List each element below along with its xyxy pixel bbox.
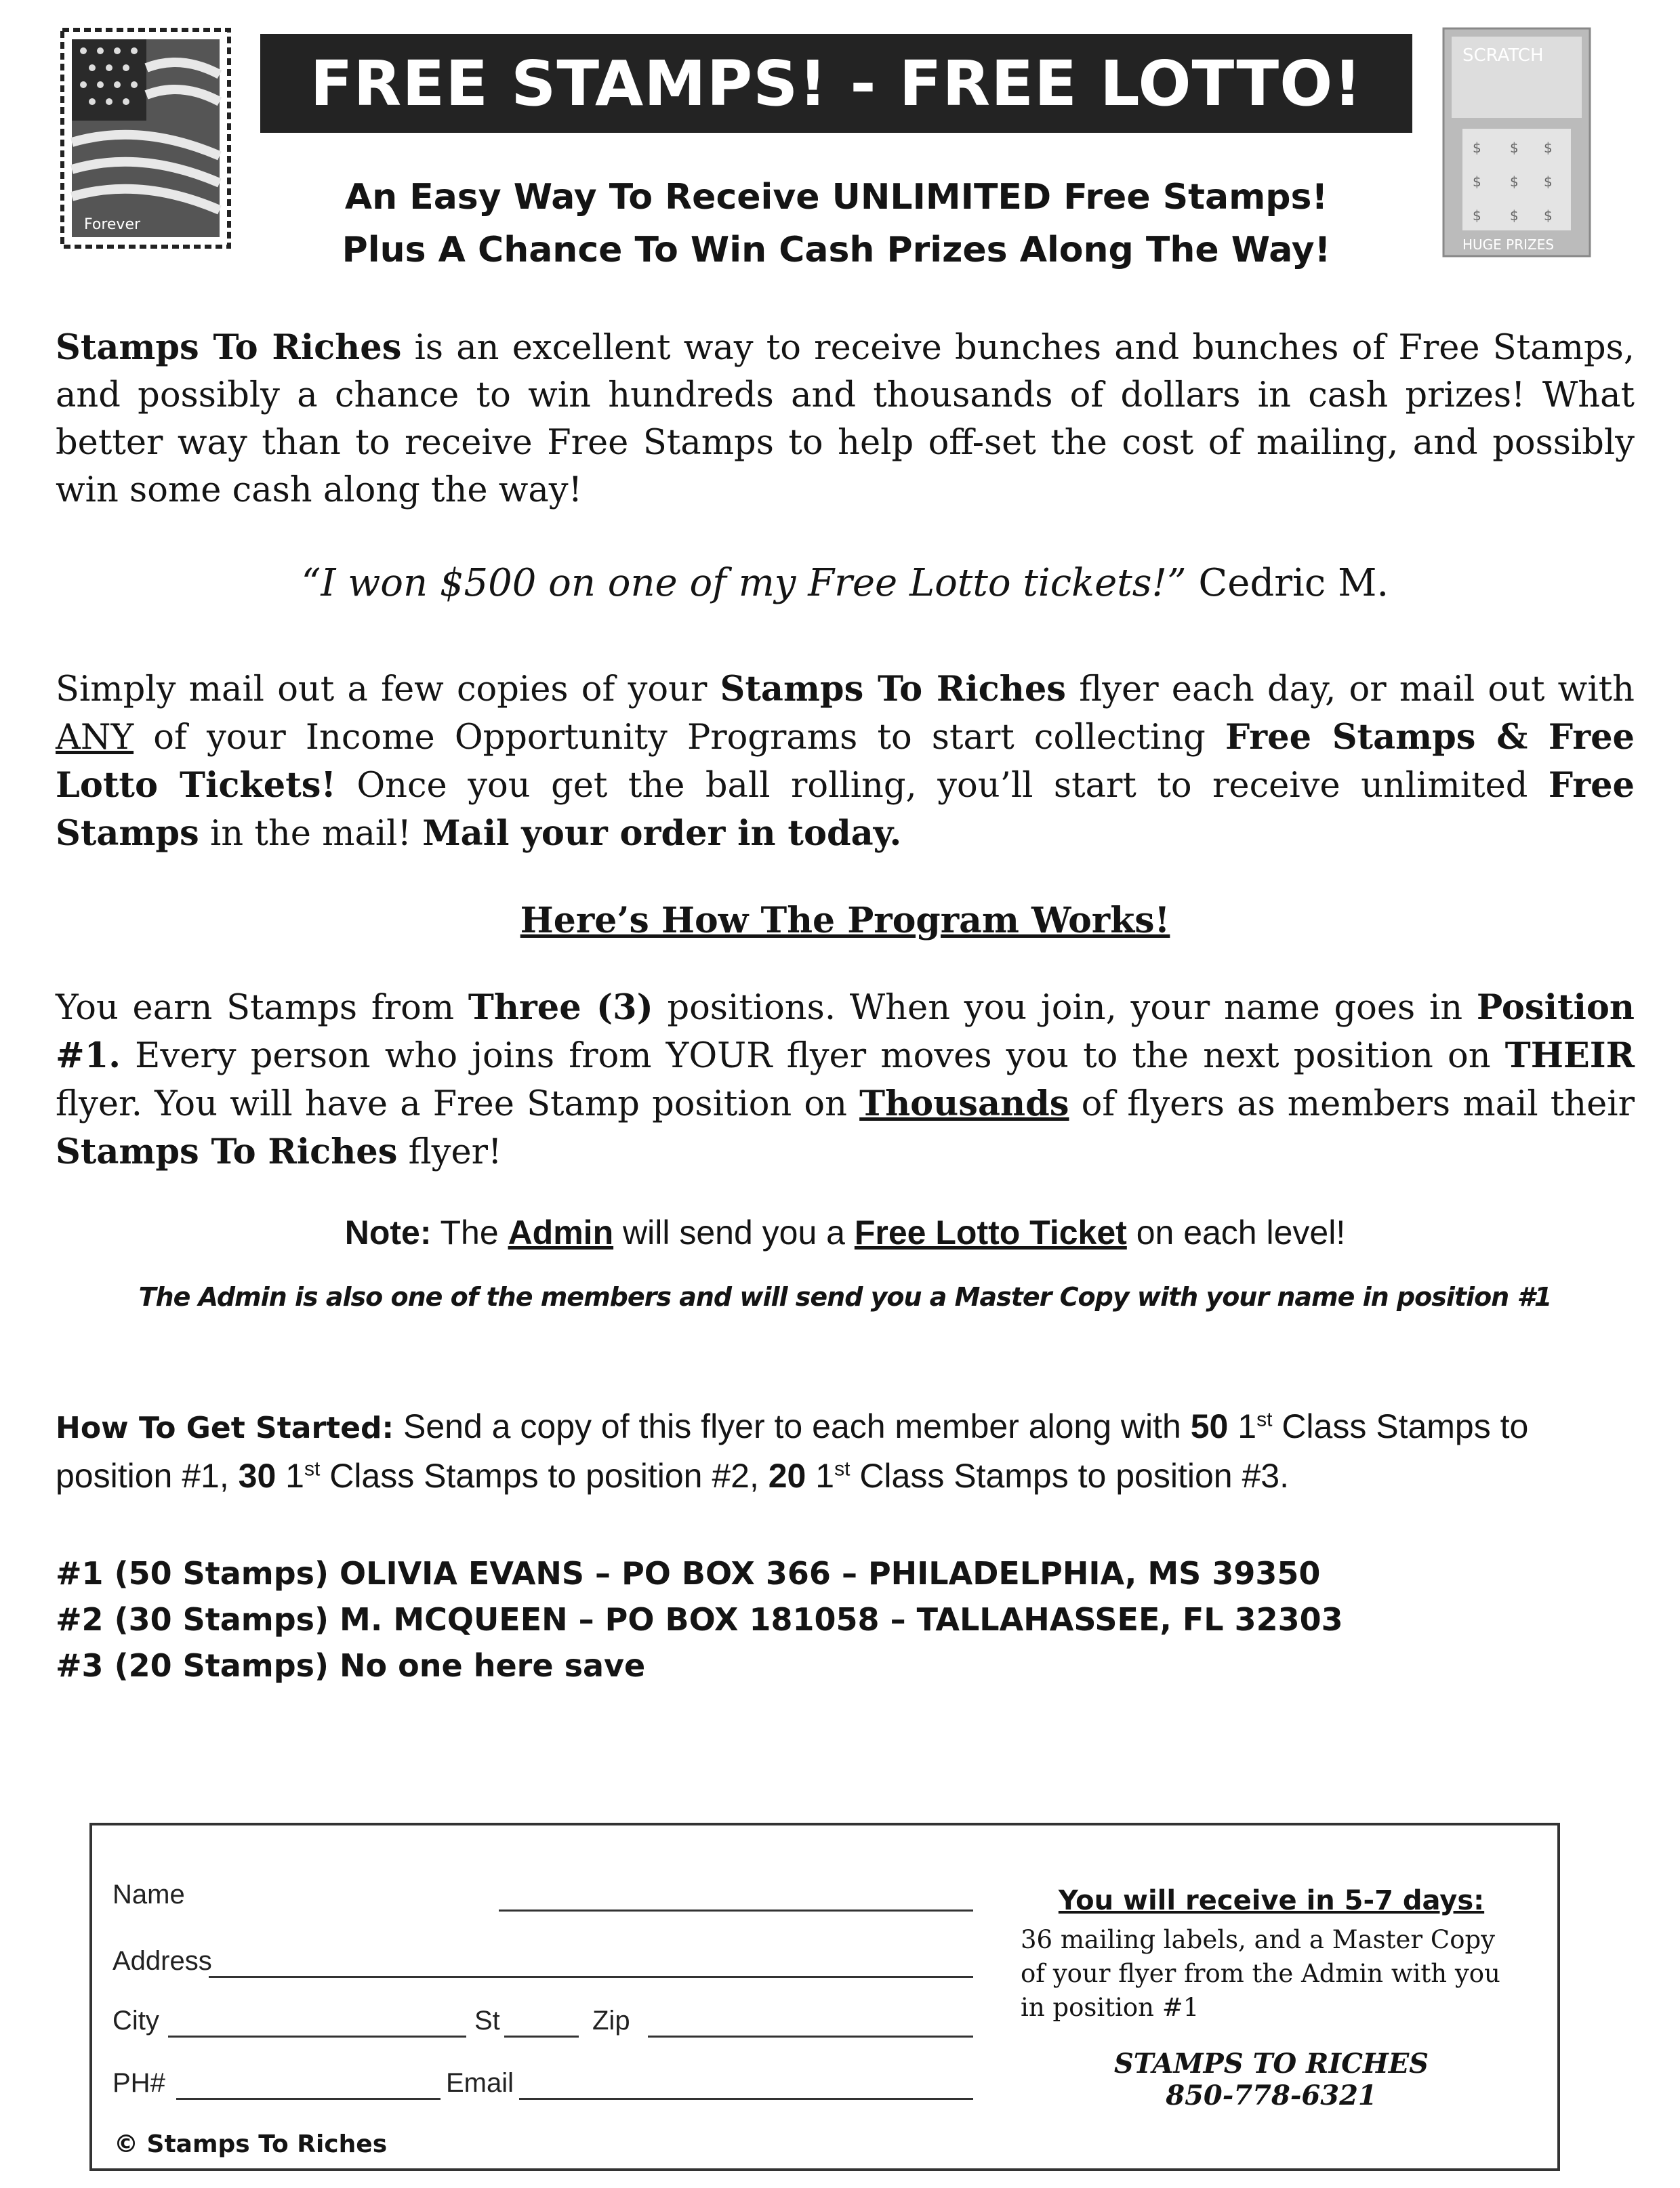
- svg-text:$: $: [1510, 173, 1519, 190]
- text-run: Every person who joins from YOUR flyer moves you to the next position on: [120, 1036, 1505, 1076]
- text-run: 1: [806, 1457, 835, 1495]
- zip-label: Zip: [592, 2006, 630, 2036]
- text-run: Send a copy of this flyer to each member along with: [394, 1407, 1191, 1445]
- text-run: You earn Stamps from: [56, 988, 468, 1028]
- city-field[interactable]: [168, 2036, 466, 2038]
- text-run: flyer each day, or mail out with: [1065, 669, 1635, 709]
- text-run: Class Stamps to position #2,: [320, 1457, 769, 1495]
- bold-run: Free Stamps: [56, 765, 1635, 854]
- svg-text:$: $: [1510, 207, 1519, 224]
- works-paragraph: [56, 984, 1635, 1176]
- state-field[interactable]: [504, 2036, 579, 2038]
- svg-text:$: $: [1544, 173, 1553, 190]
- text-run: in the mail!: [199, 814, 423, 854]
- position-3: #3 (20 Stamps) No one here save: [56, 1647, 646, 1684]
- bold-run: Stamps To Riches: [56, 1132, 398, 1172]
- position-2: #2 (30 Stamps) M. MCQUEEN – PO BOX 181058 – TALLAHASSEE, FL 32303: [56, 1601, 1343, 1638]
- note-label: Note:: [344, 1214, 432, 1252]
- section-heading: Here’s How The Program Works!: [520, 900, 1170, 941]
- svg-text:$: $: [1510, 140, 1519, 156]
- intro-text: is an excellent way to receive bunches and bunches of Free Stamps, and possibly a chance to win hundreds and thousands of dollars in cash prizes! What better way than to receive Free Stamps to help off-set the cost of mailing, and possibly win some cash along the way!: [56, 328, 1635, 510]
- underline-run: Thousands: [859, 1083, 1069, 1124]
- text-run: Once you get the ball rolling, you’ll start to receive unlimited: [335, 766, 1549, 806]
- text-run: Class Stamps to position #3.: [850, 1457, 1289, 1495]
- svg-text:$: $: [1544, 207, 1553, 224]
- bold-run: Mail your order in today.: [422, 813, 902, 854]
- bold-run: Stamps To Riches: [720, 669, 1066, 709]
- address-label: Address: [112, 1946, 212, 1976]
- bold-run: Position #1.: [56, 987, 1635, 1076]
- ordinal-suffix: st: [834, 1458, 851, 1481]
- company-phone: 850-778-6321: [1166, 2080, 1377, 2111]
- brand-name: Stamps To Riches: [56, 327, 402, 368]
- title-banner: [260, 34, 1412, 133]
- stamp-count: 30: [238, 1457, 276, 1495]
- text-run: of your Income Opportunity Programs to start collecting: [134, 718, 1225, 758]
- text-run: 1: [1228, 1407, 1257, 1445]
- scratch-ticket-image: [1442, 27, 1591, 257]
- text-run: positions. When you join, your name goes in: [653, 988, 1477, 1028]
- intro-paragraph: [56, 324, 1635, 514]
- name-label: Name: [112, 1880, 185, 1910]
- mail-paragraph: [56, 665, 1635, 858]
- svg-text:$: $: [1544, 140, 1553, 156]
- city-label: City: [112, 2006, 159, 2036]
- underline-run: Admin: [508, 1214, 614, 1252]
- underline-run: Free Lotto Ticket: [854, 1214, 1127, 1252]
- text-run: of flyers as members mail their: [1069, 1084, 1635, 1124]
- svg-text:$: $: [1473, 173, 1481, 190]
- subtitle-line-1: An Easy Way To Receive UNLIMITED Free Stamps!: [344, 177, 1328, 218]
- state-label: St: [474, 2006, 500, 2036]
- ordinal-suffix: st: [1256, 1408, 1273, 1431]
- get-started-paragraph: [56, 1403, 1635, 1500]
- bold-run: Free Stamps & Free Lotto Tickets!: [56, 717, 1635, 806]
- svg-text:Forever: Forever: [84, 216, 141, 233]
- copyright-notice: © Stamps To Riches: [114, 2130, 388, 2158]
- subtitle-line-2: Plus A Chance To Win Cash Prizes Along The Way!: [342, 230, 1331, 270]
- subheadline: [260, 171, 1412, 276]
- underline-run: ANY: [56, 718, 134, 758]
- email-label: Email: [446, 2068, 514, 2098]
- svg-text:$: $: [1473, 207, 1481, 224]
- bold-run: THEIR: [1504, 1035, 1635, 1076]
- bold-run: Three (3): [468, 987, 653, 1028]
- text-run: flyer. You will have a Free Stamp position on: [56, 1084, 860, 1124]
- company-name: STAMPS TO RICHES: [1113, 2048, 1429, 2080]
- phone-label: PH#: [112, 2068, 165, 2098]
- stamp-count: 50: [1190, 1407, 1229, 1445]
- ordinal-suffix: st: [304, 1458, 321, 1481]
- name-field[interactable]: [499, 1910, 973, 1912]
- text-run: flyer!: [397, 1132, 502, 1172]
- svg-text:SCRATCH: SCRATCH: [1462, 45, 1544, 66]
- quote-author: Cedric M.: [1186, 561, 1389, 605]
- admin-note-detail: The Admin is also one of the members and will send you a Master Copy with your name in position #1: [138, 1282, 1552, 1312]
- delivery-text: 36 mailing labels, and a Master Copy of your flyer from the Admin with you in position #1: [1021, 1925, 1500, 2022]
- text-run: The: [431, 1214, 508, 1252]
- quote-text: “I won $500 on one of my Free Lotto tickets!”: [301, 561, 1187, 605]
- text-run: Simply mail out a few copies of your: [56, 669, 720, 709]
- address-field[interactable]: [209, 1976, 973, 1978]
- text-run: will send you a: [613, 1214, 855, 1252]
- svg-text:$: $: [1473, 140, 1481, 156]
- position-1: #1 (50 Stamps) OLIVIA EVANS – PO BOX 366 – PHILADELPHIA, MS 39350: [56, 1555, 1321, 1592]
- page-title: FREE STAMPS! - FREE LOTTO!: [310, 47, 1363, 120]
- forever-stamp-image: [60, 27, 232, 249]
- phone-field[interactable]: [176, 2098, 441, 2100]
- svg-text:HUGE PRIZES: HUGE PRIZES: [1462, 236, 1555, 253]
- order-form: [89, 1823, 1560, 2171]
- delivery-title: You will receive in 5-7 days:: [1058, 1885, 1485, 1916]
- text-run: on each level!: [1126, 1214, 1346, 1252]
- email-field[interactable]: [519, 2098, 973, 2100]
- stamp-count: 20: [768, 1457, 806, 1495]
- get-started-label: How To Get Started:: [56, 1411, 394, 1445]
- position-list: [56, 1550, 1635, 1689]
- zip-field[interactable]: [648, 2036, 973, 2038]
- testimonial-quote: [56, 561, 1635, 605]
- text-run: Class Stamps to position #1,: [56, 1407, 1529, 1495]
- delivery-info: [1021, 1885, 1522, 2111]
- admin-note: [56, 1213, 1635, 1252]
- text-run: 1: [276, 1457, 304, 1495]
